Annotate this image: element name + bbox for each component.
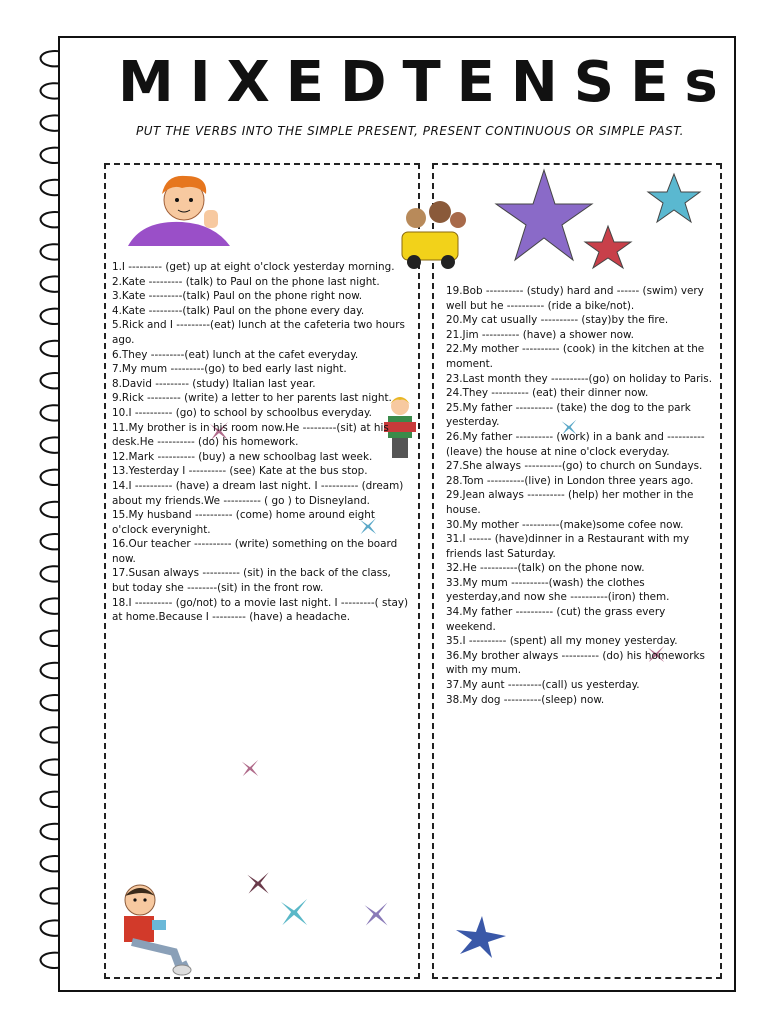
exercise-item: 29.Jean always ---------- (help) her mother in the house.	[446, 489, 694, 516]
exercise-item: 35.I ---------- (spent) all my money yesterday.	[446, 635, 678, 648]
exercise-item: 10.I ---------- (go) to school by schoolbus everyday.	[112, 406, 372, 419]
exercise-item: 11.My brother is in his room now.He ---------(sit) at his desk.He ---------- (do) his homework.	[112, 421, 389, 449]
exercise-item: 2.Kate --------- (talk) to Paul on the phone last night.	[112, 275, 380, 288]
exercise-item: 7.My mum ---------(go) to bed early last night.	[112, 363, 347, 376]
page-title: MIXEDTENSEs	[118, 50, 734, 115]
exercise-list-right	[446, 284, 712, 707]
boy-thinking-icon	[122, 170, 242, 250]
stars-group	[488, 168, 720, 282]
exercise-item: 33.My mum ----------(wash) the clothes yesterday,and now she ----------(iron) them.	[446, 576, 670, 604]
exercise-item: 4.Kate ---------(talk) Paul on the phone every day.	[112, 304, 365, 317]
exercise-item: 22.My mother ---------- (cook) in the kitchen at the moment.	[446, 343, 705, 370]
exercise-item: 31.I ------ (have)dinner in a Restaurant with my friends last Saturday.	[446, 533, 690, 560]
exercise-item: 18.I ---------- (go/not) to a movie last night. I ---------( stay) at home.Because I --------- (have) a headache.	[112, 596, 409, 624]
exercise-item: 36.My brother always ---------- (do) his homeworks with my mum.	[446, 649, 705, 677]
exercise-item: 3.Kate ---------(talk) Paul on the phone right now.	[112, 290, 363, 303]
exercise-item: 24.They ---------- (eat) their dinner now.	[446, 387, 649, 400]
exercise-list-left	[112, 260, 410, 625]
sparkle-icon	[244, 870, 272, 896]
sparkle-icon	[240, 758, 260, 778]
exercise-item: 37.My aunt ---------(call) us yesterday.	[446, 679, 640, 692]
sparkle-icon	[362, 898, 390, 930]
exercise-item: 21.Jim ---------- (have) a shower now.	[446, 328, 634, 341]
exercise-item: 5.Rick and I ---------(eat) lunch at the cafeteria two hours ago.	[112, 319, 405, 346]
exercise-item: 13.Yesterday I ---------- (see) Kate at the bus stop.	[112, 465, 368, 478]
exercise-item: 6.They ---------(eat) lunch at the cafet everyday.	[112, 348, 359, 361]
star-icon	[648, 174, 700, 222]
exercise-item: 38.My dog ----------(sleep) now.	[446, 693, 605, 706]
exercise-item: 9.Rick --------- (write) a letter to her parents last night.	[112, 392, 392, 405]
instructions: PUT THE VERBS INTO THE SIMPLE PRESENT, PRESENT CONTINUOUS OR SIMPLE PAST.	[136, 124, 684, 138]
exercise-item: 25.My father ---------- (take) the dog to the park yesterday.	[446, 401, 691, 429]
exercise-item: 15.My husband ---------- (come) home around eight o'clock everynight.	[112, 509, 375, 536]
exercise-item: 28.Tom ----------(live) in London three years ago.	[446, 474, 694, 487]
star-icon	[452, 914, 508, 960]
exercise-item: 27.She always ----------(go) to church on Sundays.	[446, 460, 703, 473]
sparkle-icon	[278, 896, 310, 928]
boy-sitting-icon	[114, 880, 194, 976]
star-icon	[496, 170, 592, 260]
exercise-item: 19.Bob ---------- (study) hard and ------ (swim) very well but he ---------- (ride a bike/not).	[446, 285, 704, 312]
star-icon	[585, 226, 631, 268]
exercise-item: 32.He ----------(talk) on the phone now.	[446, 562, 645, 575]
exercise-item: 26.My father ---------- (work) in a bank and ---------- (leave) the house at nine o'clock everyday.	[446, 430, 705, 458]
exercise-item: 8.David --------- (study) Italian last year.	[112, 377, 316, 390]
exercise-item: 34.My father ---------- (cut) the grass every weekend.	[446, 606, 666, 633]
exercise-item: 14.I ---------- (have) a dream last night. I ---------- (dream) about my friends.We ---------- ( go ) to Disneyland.	[112, 479, 404, 507]
exercise-item: 20.My cat usually ---------- (stay)by the fire.	[446, 314, 669, 327]
exercise-item: 16.Our teacher ---------- (write) something on the board now.	[112, 538, 398, 565]
exercise-item: 23.Last month they ----------(go) on holiday to Paris.	[446, 372, 713, 385]
exercise-item: 30.My mother ----------(make)some cofee now.	[446, 518, 684, 531]
exercise-item: 12.Mark ---------- (buy) a new schoolbag last week.	[112, 450, 373, 463]
exercise-item: 17.Susan always ---------- (sit) in the back of the class, but today she --------(sit) in the front row.	[112, 567, 391, 595]
exercise-item: 1.I --------- (get) up at eight o'clock yesterday morning.	[112, 261, 395, 273]
